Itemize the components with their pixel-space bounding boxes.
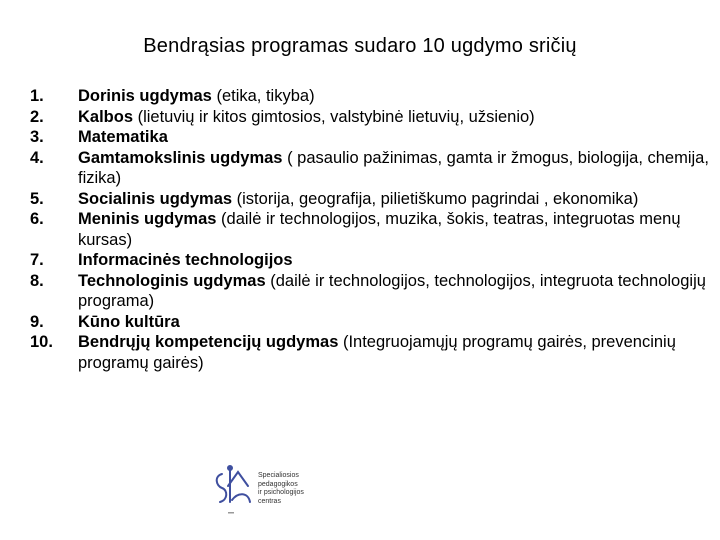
list-item — [30, 107, 710, 128]
logo-line: ir psichologijos — [258, 489, 304, 497]
list-item — [30, 189, 710, 210]
item-title: Technologinis ugdymas — [78, 271, 266, 290]
item-text — [78, 189, 710, 210]
item-text — [78, 148, 710, 189]
item-detail: ( pasaulio pažinimas, gamta ir žmogus, biologija, chemija, fizika) — [78, 148, 709, 187]
item-number: 1. — [30, 87, 44, 105]
list-item — [30, 332, 710, 373]
item-number: 6. — [30, 210, 44, 228]
item-text — [78, 250, 710, 271]
item-detail: (Integruojamųjų programų gairės, prevencinių programų gairės) — [78, 333, 676, 372]
item-number: 4. — [30, 148, 44, 167]
logo-line: centras — [258, 497, 281, 505]
item-number: 5. — [30, 189, 44, 208]
page-title: Bendrąsias programas sudaro 10 ugdymo sričių — [143, 35, 577, 57]
item-number: 3. — [30, 128, 44, 146]
list-item — [30, 312, 710, 333]
item-text — [78, 332, 710, 373]
item-detail: (dailė ir technologijos, muzika, šokis, teatras, integruotas menų kursas) — [78, 210, 681, 249]
item-text — [78, 107, 710, 128]
list-item — [30, 86, 710, 107]
item-title: Informacinės technologijos — [78, 251, 293, 269]
list-item — [30, 127, 710, 148]
item-number: 8. — [30, 271, 44, 290]
item-detail: (istorija, geografija, pilietiškumo pagrindai , ekonomika) — [232, 189, 639, 208]
item-text — [78, 209, 710, 250]
item-number: 7. — [30, 251, 44, 269]
item-title: Meninis ugdymas — [78, 210, 217, 228]
item-text — [78, 86, 710, 107]
item-text — [78, 271, 710, 312]
logo-text — [258, 472, 304, 506]
item-number: 2. — [30, 107, 44, 126]
list-item — [30, 209, 710, 250]
item-title: Socialinis ugdymas — [78, 189, 233, 208]
subject-list — [30, 86, 710, 373]
item-detail: (lietuvių ir kitos gimtosios, valstybinė lietuvių, užsienio) — [133, 107, 535, 126]
item-title: Bendrųjų kompetencijų ugdymas — [78, 333, 339, 351]
item-title: Matematika — [78, 128, 168, 146]
item-number: 9. — [30, 312, 44, 331]
logo-line: Specialiosios — [258, 472, 299, 479]
item-title: Kalbos — [78, 107, 134, 126]
item-detail: (dailė ir technologijos, technologijos, integruota technologijų programa) — [78, 271, 706, 310]
logo-line: pedagogikos — [258, 480, 298, 488]
list-item — [30, 271, 710, 312]
list-item — [30, 250, 710, 271]
logo-mark-icon — [208, 462, 256, 522]
item-detail: (etika, tikyba) — [211, 87, 315, 105]
item-text — [78, 127, 710, 148]
list-item — [30, 148, 710, 189]
item-number: 10. — [30, 333, 53, 351]
item-title: Gamtamokslinis ugdymas — [78, 148, 283, 167]
item-title: Dorinis ugdymas — [78, 87, 212, 105]
center-logo — [208, 462, 328, 522]
item-title: Kūno kultūra — [78, 312, 180, 331]
item-text — [78, 312, 710, 333]
